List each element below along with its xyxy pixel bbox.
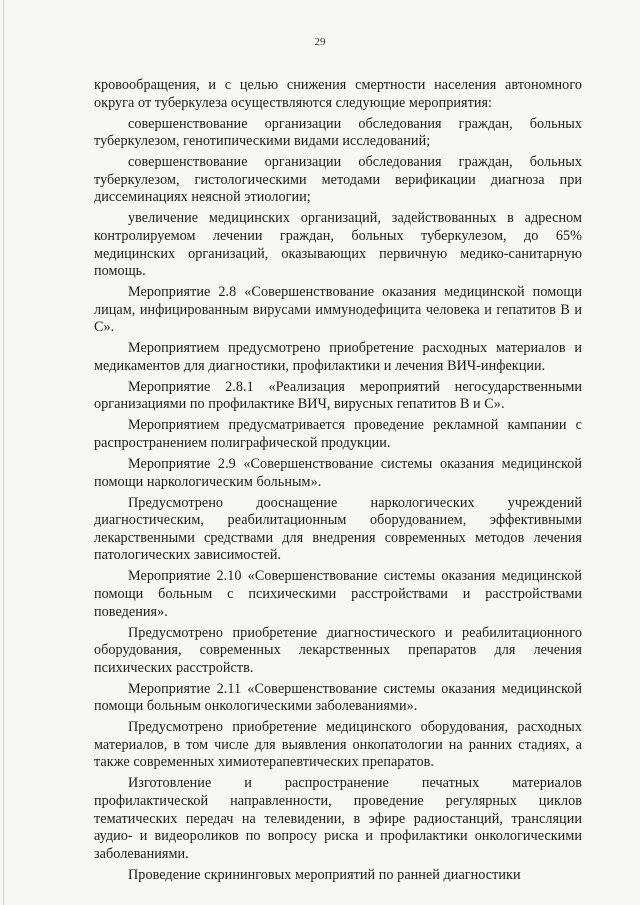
paragraph: Предусмотрено приобретение диагностического и реабилитационного оборудования, современных лекарственных препаратов для лечения психических расстройств. [94,624,582,676]
paragraph: Мероприятие 2.9 «Совершенствование системы оказания медицинской помощи наркологическим больным». [94,456,582,490]
paragraph: увеличение медицинских организаций, задействованных в адресном контролируемом лечении граждан, больных туберкулезом, до 65% медицинских организаций, оказывающих первичную медико-санитарную помощь. [94,210,582,280]
paragraph: Мероприятием предусмотрено приобретение расходных материалов и медикаментов для диагностики, профилактики и лечения ВИЧ-инфекции. [94,340,582,374]
body-text [94,77,582,888]
paragraph: Предусмотрено дооснащение наркологических учреждений диагностическим, реабилитационным оборудованием, эффективными лекарственными средствами для внедрения современных методов лечения патологических зависимостей. [94,494,582,564]
paragraph: Предусмотрено приобретение медицинского оборудования, расходных материалов, в том числе для выявления онкопатологии на ранних стадиях, а также современных химиотерапевтических препаратов. [94,719,582,771]
paragraph: кровообращения, и с целью снижения смертности населения автономного округа от туберкулеза осуществляются следующие мероприятия: [94,77,582,111]
paragraph: совершенствование организации обследования граждан, больных туберкулезом, генотипическими видами исследований; [94,115,582,150]
page-number: 29 [314,36,326,48]
paragraph: Мероприятие 2.8.1 «Реализация мероприятий негосударственными организациями по профилактике ВИЧ, вирусных гепатитов В и С». [94,378,582,413]
page-edge-line [3,0,4,905]
paragraph: Мероприятие 2.8 «Совершенствование оказания медицинской помощи лицам, инфицированным вирусами иммунодефицита человека и гепатитов В и С». [94,284,582,336]
paragraph: Проведение скрининговых мероприятий по ранней диагностики [128,866,521,883]
paragraph: Изготовление и распространение печатных материалов профилактической направленности, проведение регулярных циклов тематических передач на телевидении, в эфире радиостанций, трансляции аудио- и видеороликов по вопросу риска и профилактики онкологическими заболеваниями. [94,775,582,862]
paragraph: Мероприятие 2.10 «Совершенствование системы оказания медицинской помощи больным с психическими расстройствами и расстройствами поведения». [94,568,582,620]
paragraph: Мероприятие 2.11 «Совершенствование системы оказания медицинской помощи больным онкологическими заболеваниями». [94,680,582,715]
paragraph: Мероприятием предусматривается проведение рекламной кампании с распространением полиграфической продукции. [94,417,582,452]
paragraph: совершенствование организации обследования граждан, больных туберкулезом, гистологическими методами верификации диагноза при диссеминациях неясной этиологии; [94,154,582,206]
